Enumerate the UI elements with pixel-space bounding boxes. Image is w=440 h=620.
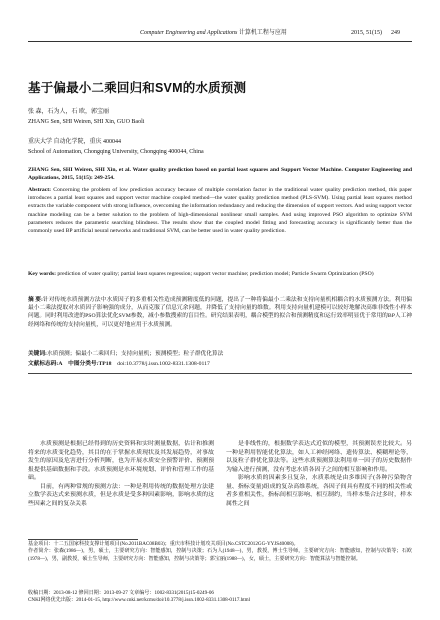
- abstract-en-text: Concerning the problem of low prediction accuracy because of multiple correlation factor in the traditional water quality prediction method, this paper introduces a partial least squares and support vector machine coupled method—the water quality prediction method (PLS-SVM). Using partial least squares method extracts the variable component with strong influence, overcoming the information redundancy and reducing the dimension of support vectors. And using support vector machine modeling can be a better solution to the problem of high-dimensional nonlinear small samples. And using improved PSO algorithm to optimize SVM parameters reduces the parametric searching blindness. The results show that the coupled model fitting and forecasting accuracy is significantly better than the commonly used BP artificial neural networks and traditional SVM, can be better used in water quality prediction.: [28, 187, 412, 235]
- keywords-cn-label: 关键词:: [28, 351, 47, 357]
- received-note: 收稿日期：2013-08-12 修回日期：2013-09-27 文章编号：1002-8331(2015)15-0249-06: [28, 590, 214, 596]
- citation: ZHANG Sen, SHI Weiren, SHI Xin, et al. Water quality prediction based on partial least squares and Support Vector Machine. Computer Engineering and Applications, 2015, 51(15): 249-254.: [28, 167, 412, 182]
- clc-number: 中图分类号:TP18: [68, 361, 112, 367]
- running-header: [140, 28, 400, 38]
- paragraph: 是非线性的，根据数学表达式近似的模型，其预测误差比较大。另一种是利用智能优化算法，如人工神经网络、遗传算法、模糊理论等，以及粒子群优化算法等。这些水质预测算法利用单一因子的历史数据作为输入进行预测，没有考虑水质各因子之间的相互影响和作用。: [226, 441, 412, 473]
- body-column-right: [226, 440, 412, 508]
- paragraph: 影响水质的因素多且复杂，水质系统是由多维因子(各种污染物含量、指标变量)组成的复杂高维系统，各因子间具有程度不同的相关性或者多重相关性，指标间相互影响、相互制约，当样本集合过多时，样本属性之间: [226, 475, 412, 507]
- page-number: 249: [391, 30, 400, 36]
- body-column-left: [28, 440, 214, 508]
- doi: doi:10.3778/j.issn.1002-8331.1308-0117: [117, 361, 210, 367]
- paragraph: 水质预测是根据已经得到的历史资料和实时测量数据，估计和推测将来的水质变化趋势，其目的在于掌握水质现状及其发展趋势，对事故发生的原因及危害进行分析判断，也为开展水质安全预警评价、预测预报提供基础数据和手段。水质预测是水环境规划、评价和管理工作的基础。: [28, 441, 214, 481]
- abstract-cn: [28, 296, 412, 329]
- journal-name-cn: 计算机工程与应用: [238, 30, 287, 36]
- paper-title: 基于偏最小二乘回归和SVM的水质预测: [28, 81, 247, 95]
- keywords-en-text: prediction of water quality; partial least squares regression; support vector machine; prediction model; Particle Swarm Optimization (PSO): [57, 271, 374, 277]
- authors-cn: 张 森，石为人，石 欧，郭宝丽: [28, 109, 110, 115]
- affiliation-cn: 重庆大学 自动化学院，重庆 400044: [28, 139, 122, 145]
- keywords-cn: [28, 350, 412, 358]
- abstract-cn-text: 针对传统水质预测方法中水质因子的多重相关性造成预测精度低的问题，提出了一种将偏最小二乘法和支持向量机相耦合的水质预测方法。利用偏最小二乘法提取对水质因子影响强的成分，从而克服了信息冗余问题，并降低了支持向量的维数。利用支持向量机建模可以较好地解决高维非线性小样本问题。同时利用改进的PSO算法优化SVM参数，减小参数搜索的盲目性。研究结果表明，耦合模型的拟合和预测精度和运行效率明显优于常用的BP人工神经网络和传统的支持向量机，可以更好地应用于水质预测。: [28, 297, 412, 328]
- author-note: 作者简介：张森(1986—)，男，硕士，主要研究方向：智能感知，控制与决策；石为人(1948—)，男，教授，博士生导师，主要研究方向：智能感知，控制与决策等；石欧(1978—)，男，副教授，硕士生导师，主要研究方向：智能感知，控制与决策等；郭宝丽(1988—)，女，硕士，主要研究方向：智能算法与智能控制。: [28, 548, 412, 562]
- paragraph: 目前，有两种常规的预测方法：一种是利用传统的数据处理方法建立数学表达式来预测水质，但是水质是受多种因素影响，影响水质的这些因素之间的复杂关系: [28, 483, 214, 507]
- section-rule: [28, 373, 412, 374]
- keywords-en-label: Key words:: [28, 271, 56, 277]
- fund-note: 基金项目：十二五国家科技支撑计划项目(No.2011BAC08B03)；重庆市科技计划攻关项目(No.CSTC2012GG-YYJS40008)。: [28, 541, 299, 547]
- footnote-rule: [28, 539, 138, 540]
- journal-name: Computer Engineering and Applications: [140, 30, 238, 36]
- keywords-cn-text: 水质预测；偏最小二乘回归；支持向量机；预测模型；粒子群优化算法: [46, 351, 224, 357]
- header-right: [351, 28, 400, 38]
- cnki-note: CNKI网络优先出版：2014-01-15, http://www.cnki.net/kcms/doi/10.3778/j.issn.1002-8331.1308-0117.html: [28, 597, 251, 604]
- abstract-en-label: Abstract:: [28, 187, 52, 193]
- footnotes: [28, 541, 412, 563]
- abstract-en: [28, 186, 412, 235]
- abstract-cn-label: 摘 要:: [28, 297, 43, 303]
- doc-code: 文献标志码:A: [28, 361, 63, 367]
- issue: 2015, 51(15): [351, 30, 382, 36]
- article-meta: [28, 360, 412, 368]
- header-rule: [28, 41, 412, 42]
- authors-en: ZHANG Sen, SHI Weiren, SHI Xin, GUO Baoli: [28, 119, 145, 125]
- keywords-en: [28, 270, 412, 278]
- publication-info: [28, 590, 412, 605]
- affiliation-en: School of Automation, Chongqing University, Chongqing 400044, China: [28, 149, 204, 155]
